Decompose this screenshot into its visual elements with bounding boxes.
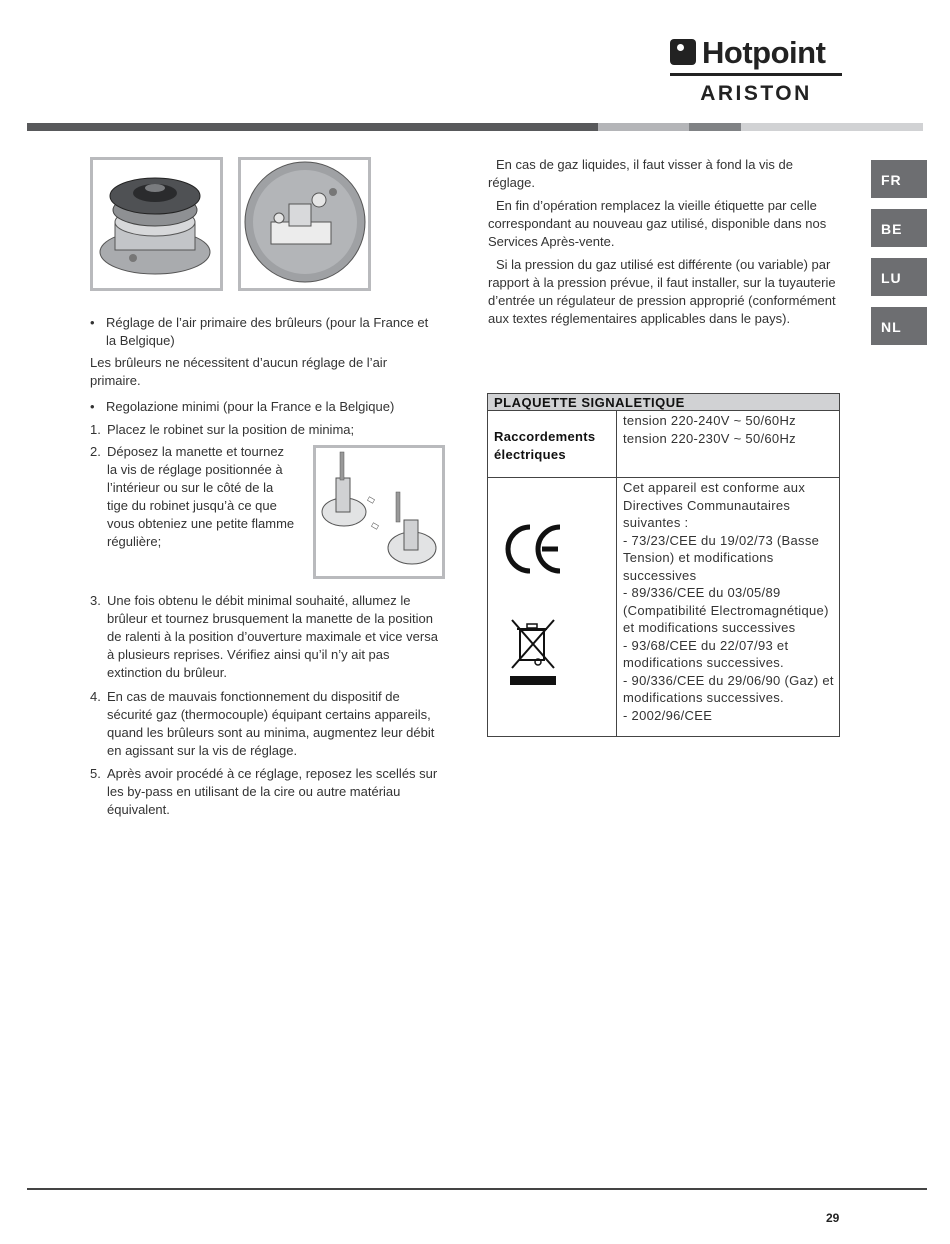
burner-base-illustration <box>238 157 371 291</box>
step-4: En cas de mauvais fonctionnement du dispositif de sécurité gaz (thermocouple) équipant certains appareils, quand les brûleurs sont au minima, augmentez leur débit en agissant sur la vis de réglage. <box>107 689 435 758</box>
step-5: Après avoir procédé à ce réglage, reposez les scellés sur les by-pass en utilisant de la cire ou autre matériau équivalent. <box>107 766 438 817</box>
step-number: 4. <box>90 689 101 704</box>
table-row <box>488 478 839 736</box>
step-2: Déposez la manette et tournez la vis de réglage positionnée à l’intérieur ou sur le côté de la tige du robinet jusqu’à ce que vous obteniez une petite flamme régulière; <box>107 444 295 549</box>
lang-tab-nl[interactable]: NL <box>871 307 927 345</box>
logo-divider <box>670 73 842 76</box>
header-bar-segment <box>27 123 598 131</box>
voltage-line: tension 220-230V ~ 50/60Hz <box>623 430 796 446</box>
paragraph-air-primary: Les brûleurs ne nécessitent d’aucun réglage de l’air primaire. <box>90 355 388 388</box>
lang-tab-lu[interactable]: LU <box>871 258 927 296</box>
voltage-cell <box>617 411 839 477</box>
table-title: PLAQUETTE SIGNALETIQUE <box>488 394 839 411</box>
step-1: Placez le robinet sur la position de minima; <box>107 422 355 437</box>
ce-mark-icon <box>502 521 566 577</box>
page-number: 29 <box>826 1211 840 1225</box>
valve-adjustment-illustration <box>313 445 445 579</box>
header-bar-segment <box>598 123 689 131</box>
certification-icons-cell <box>488 478 617 736</box>
lang-tab-fr[interactable]: FR <box>871 160 927 198</box>
step-number: 3. <box>90 593 101 608</box>
bullet-regolazione-minimi: • Regolazione minimi (pour la France e la Belgique) <box>106 398 441 416</box>
header-bar-segment <box>689 123 741 131</box>
brand-name: Hotpoint <box>702 34 826 70</box>
hotpoint-logo <box>670 32 842 72</box>
weee-crossed-bin-icon <box>508 618 558 688</box>
paragraph-pressure-regulator: Si la pression du gaz utilisé est différente (ou variable) par rapport à la pression prévue, il faut installer, sur la tuyauterie d’entrée un régulateur de pression approprié (conformément aux textes réglementaires applicables dans le pays). <box>488 257 836 326</box>
compliance-text: Cet appareil est conforme aux Directives Communautaires suivantes : - 73/23/CEE du 19/02/73 (Basse Tension) et modifications successives - 89/336/CEE du 03/05/89 (Compatibilité Electromagnétique) et modifications successives - 93/68/CEE du 22/07/93 et modifications successives. - 90/336/CEE du 29/06/90 (Gaz) et modifications successives. - 2002/96/CEE <box>623 480 834 723</box>
paragraph-label-replacement: En fin d’opération remplacez la vieille étiquette par celle correspondant au nouveau gaz utilisé, disponible dans nos Services Après-vente. <box>488 198 827 249</box>
step-number: 1. <box>90 422 101 437</box>
table-row <box>488 411 839 478</box>
lang-tab-be[interactable]: BE <box>871 209 927 247</box>
step-3: Une fois obtenu le débit minimal souhaité, allumez le brûleur et tournez brusquement la manette de la position de ralenti à la position d’ouverture maximale et vice versa à plusieurs reprises. Vérifiez ainsi qu’il n’y ait pas extinction du brûleur. <box>107 593 438 680</box>
step-number: 5. <box>90 766 101 781</box>
burner-exploded-illustration <box>90 157 223 291</box>
bullet-air-primary: • Réglage de l’air primaire des brûleurs (pour la France et la Belgique) <box>106 314 441 350</box>
voltage-line: tension 220-240V ~ 50/60Hz <box>623 413 796 428</box>
footer-divider <box>27 1188 927 1190</box>
hotpoint-logo-icon <box>670 39 696 65</box>
sub-brand-name: ARISTON <box>700 82 812 105</box>
header-bar-segment <box>741 123 923 131</box>
step-number: 2. <box>90 444 101 459</box>
electrical-connections-label: Raccordements électriques <box>488 411 617 477</box>
paragraph-liquid-gas: En cas de gaz liquides, il faut visser à fond la vis de réglage. <box>488 157 793 190</box>
rating-plate-table <box>487 393 840 737</box>
